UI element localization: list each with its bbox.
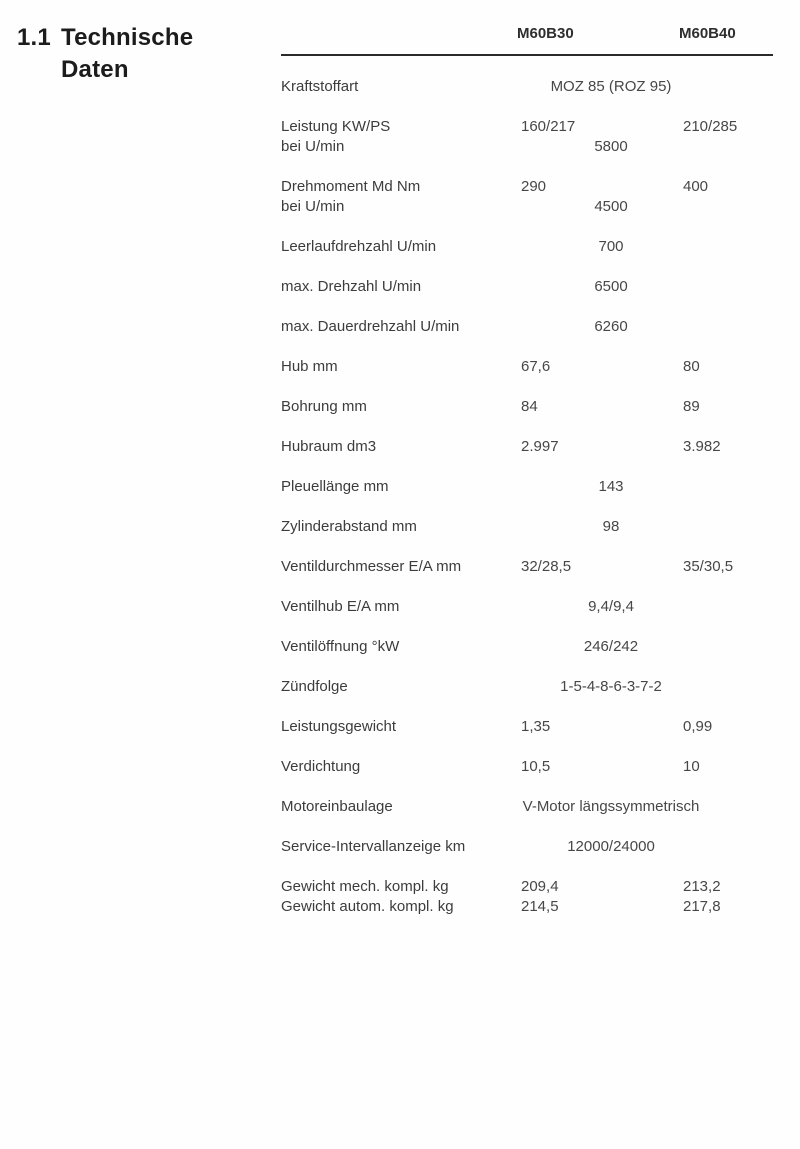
value-line — [521, 757, 773, 777]
value-line — [521, 137, 773, 157]
row-label-line: max. Dauerdrehzahl U/min — [281, 318, 460, 335]
row-values — [521, 177, 773, 217]
row-values — [521, 717, 773, 737]
value-line — [521, 877, 773, 897]
row-label-line: Gewicht autom. kompl. kg — [281, 898, 454, 915]
row-values — [521, 277, 773, 297]
row-label — [281, 77, 521, 97]
row-label-line: Kraftstoffart — [281, 78, 359, 95]
table-row — [281, 477, 773, 497]
row-values — [521, 597, 773, 617]
value-m60b30: 10,5 — [521, 758, 551, 775]
value-line — [521, 317, 773, 337]
row-label — [281, 237, 521, 257]
table-row — [281, 317, 773, 337]
table-row — [281, 397, 773, 417]
row-label-line: Drehmoment Md Nm — [281, 178, 421, 195]
value-shared: 6260 — [594, 318, 628, 335]
value-line — [521, 597, 773, 617]
row-label-line: Zündfolge — [281, 678, 348, 695]
row-label-line: Leerlaufdrehzahl U/min — [281, 238, 437, 255]
value-m60b40: 217,8 — [683, 898, 721, 915]
value-shared: 1-5-4-8-6-3-7-2 — [560, 678, 662, 695]
row-label — [281, 597, 521, 617]
row-values — [521, 397, 773, 417]
row-label — [281, 517, 521, 537]
value-line — [521, 237, 773, 257]
value-m60b30: 1,35 — [521, 718, 551, 735]
value-m60b40: 210/285 — [683, 118, 738, 135]
table-row — [281, 77, 773, 97]
value-m60b40: 10 — [683, 758, 700, 775]
value-shared: 12000/24000 — [567, 838, 655, 855]
row-values — [521, 837, 773, 857]
row-label-line: Leistungsgewicht — [281, 718, 397, 735]
value-m60b30: 160/217 — [521, 118, 576, 135]
value-line — [521, 437, 773, 457]
row-label-line: Hubraum dm3 — [281, 438, 377, 455]
value-line — [521, 77, 773, 97]
row-values — [521, 357, 773, 377]
row-label-line: Motoreinbaulage — [281, 798, 393, 815]
row-label-line: Leistung KW/PS — [281, 118, 391, 135]
value-line — [521, 717, 773, 737]
row-label-line: bei U/min — [281, 198, 345, 215]
value-m60b30: 209,4 — [521, 878, 559, 895]
value-line — [521, 897, 773, 917]
row-label — [281, 717, 521, 737]
row-values — [521, 77, 773, 97]
row-label-line: Zylinderabstand mm — [281, 518, 417, 535]
row-label-line: Verdichtung — [281, 758, 361, 775]
row-label-line: Gewicht mech. kompl. kg — [281, 878, 449, 895]
column-header-m60b30: M60B30 — [517, 25, 574, 42]
row-values — [521, 637, 773, 657]
value-line — [521, 837, 773, 857]
row-label — [281, 677, 521, 697]
value-m60b40: 3.982 — [683, 438, 721, 455]
table-row — [281, 757, 773, 777]
value-shared: 98 — [602, 518, 620, 535]
row-label-line: max. Drehzahl U/min — [281, 278, 422, 295]
row-values — [521, 237, 773, 257]
table-row — [281, 877, 773, 917]
row-values — [521, 797, 773, 817]
value-m60b40: 400 — [683, 178, 709, 195]
row-label-line: Hub mm — [281, 358, 338, 375]
value-shared: 5800 — [594, 138, 628, 155]
value-m60b30: 214,5 — [521, 898, 559, 915]
value-m60b40: 0,99 — [683, 718, 713, 735]
table-row — [281, 837, 773, 857]
value-line — [521, 277, 773, 297]
value-shared: 4500 — [594, 198, 628, 215]
table-row — [281, 797, 773, 817]
row-values — [521, 517, 773, 537]
row-label-line: Pleuellänge mm — [281, 478, 389, 495]
table-row — [281, 177, 773, 217]
section-title-line2: Daten — [61, 56, 129, 83]
row-label-line: Ventilhub E/A mm — [281, 598, 400, 615]
row-label-line: Bohrung mm — [281, 398, 367, 415]
row-values — [521, 477, 773, 497]
value-line — [521, 517, 773, 537]
value-m60b30: 67,6 — [521, 358, 551, 375]
row-values — [521, 117, 773, 157]
row-label — [281, 557, 521, 577]
table-row — [281, 517, 773, 537]
value-m60b40: 89 — [683, 398, 700, 415]
section-title-line1: Technische — [61, 24, 194, 51]
section-heading — [17, 22, 193, 86]
value-shared: 6500 — [594, 278, 628, 295]
table-row — [281, 117, 773, 157]
value-line — [521, 357, 773, 377]
row-values — [521, 757, 773, 777]
row-values — [521, 877, 773, 917]
row-label — [281, 277, 521, 297]
row-label — [281, 117, 521, 157]
row-label — [281, 177, 521, 217]
table-row — [281, 357, 773, 377]
value-line — [521, 197, 773, 217]
row-values — [521, 677, 773, 697]
row-label — [281, 397, 521, 417]
value-m60b30: 32/28,5 — [521, 558, 572, 575]
value-m60b30: 2.997 — [521, 438, 559, 455]
row-values — [521, 557, 773, 577]
row-values — [521, 437, 773, 457]
value-shared: 9,4/9,4 — [588, 598, 634, 615]
table-row — [281, 597, 773, 617]
value-shared: 143 — [598, 478, 624, 495]
value-shared: V-Motor längssymmetrisch — [522, 798, 700, 815]
spec-table — [281, 24, 773, 937]
table-row — [281, 717, 773, 737]
value-line — [521, 397, 773, 417]
table-header — [281, 24, 773, 56]
value-m60b40: 80 — [683, 358, 700, 375]
value-shared: 700 — [598, 238, 624, 255]
table-row — [281, 237, 773, 257]
row-label — [281, 877, 521, 917]
row-label — [281, 757, 521, 777]
value-line — [521, 557, 773, 577]
value-line — [521, 797, 773, 817]
table-row — [281, 557, 773, 577]
table-row — [281, 277, 773, 297]
value-line — [521, 477, 773, 497]
table-row — [281, 637, 773, 657]
value-shared: MOZ 85 (ROZ 95) — [550, 78, 672, 95]
value-shared: 246/242 — [583, 638, 639, 655]
row-label-line: Ventilöffnung °kW — [281, 638, 400, 655]
section-number: 1.1 — [17, 24, 51, 51]
table-body — [281, 77, 773, 917]
row-label — [281, 637, 521, 657]
row-label-line: bei U/min — [281, 138, 345, 155]
row-label-line: Service-Intervallanzeige km — [281, 838, 466, 855]
row-label — [281, 797, 521, 817]
column-header-m60b40: M60B40 — [679, 25, 736, 42]
value-line — [521, 677, 773, 697]
table-row — [281, 437, 773, 457]
header-spacer — [281, 24, 517, 44]
row-label — [281, 437, 521, 457]
value-m60b40: 213,2 — [683, 878, 721, 895]
value-m60b30: 84 — [521, 398, 538, 415]
value-m60b40: 35/30,5 — [683, 558, 734, 575]
row-values — [521, 317, 773, 337]
value-line — [521, 117, 773, 137]
value-m60b30: 290 — [521, 178, 547, 195]
value-line — [521, 637, 773, 657]
row-label — [281, 317, 521, 337]
row-label-line: Ventildurchmesser E/A mm — [281, 558, 462, 575]
row-label — [281, 357, 521, 377]
row-label — [281, 477, 521, 497]
value-line — [521, 177, 773, 197]
row-label — [281, 837, 521, 857]
table-row — [281, 677, 773, 697]
